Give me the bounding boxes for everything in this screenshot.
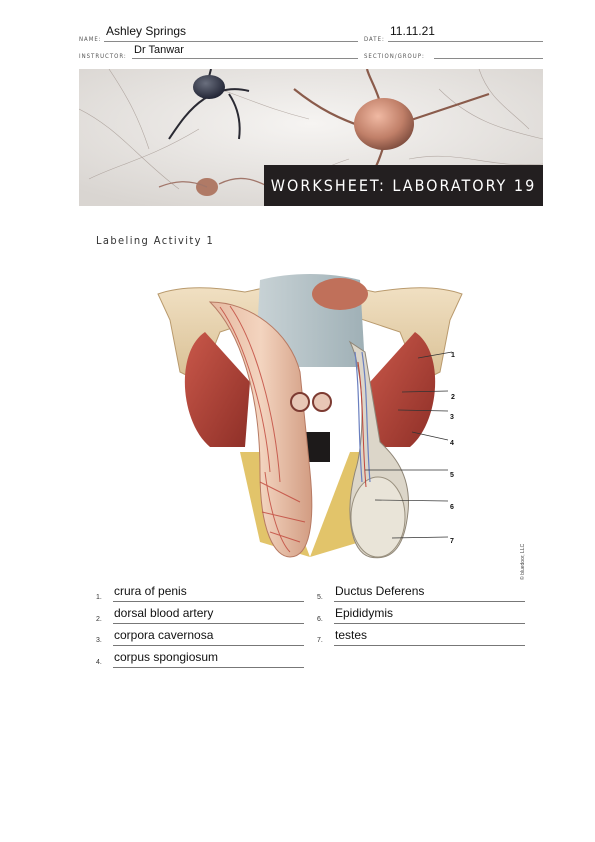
section-underline <box>434 58 543 59</box>
answer-number-2: 2. <box>96 616 102 623</box>
answer-number-7: 7. <box>317 637 323 644</box>
answer-field-2[interactable]: dorsal blood artery <box>114 606 214 620</box>
answer-underline-2 <box>113 623 304 624</box>
section-label: SECTION/GROUP: <box>364 53 425 60</box>
answer-number-5: 5. <box>317 594 323 601</box>
answer-number-4: 4. <box>96 659 102 666</box>
instructor-field[interactable]: Dr Tanwar <box>134 44 184 56</box>
instructor-label: INSTRUCTOR: <box>79 53 127 60</box>
image-credit: © bluedoor, LLC <box>520 543 526 580</box>
name-underline <box>104 41 358 42</box>
answer-field-6[interactable]: Epididymis <box>335 606 394 620</box>
answer-field-3[interactable]: corpora cavernosa <box>114 628 214 642</box>
answer-number-3: 3. <box>96 637 102 644</box>
banner-title-box <box>264 165 543 206</box>
answer-field-4[interactable]: corpus spongiosum <box>114 650 219 664</box>
answer-underline-3 <box>113 645 304 646</box>
answer-number-1: 1. <box>96 594 102 601</box>
pointer-number-4: 4 <box>450 440 454 447</box>
answer-underline-4 <box>113 667 304 668</box>
answer-underline-7 <box>334 645 525 646</box>
pointer-number-3: 3 <box>450 414 454 421</box>
answer-field-1[interactable]: crura of penis <box>114 584 187 598</box>
instructor-underline <box>132 58 358 59</box>
name-field[interactable]: Ashley Springs <box>106 24 187 38</box>
neuron-banner-image <box>79 69 543 206</box>
date-label: DATE: <box>364 36 385 43</box>
pointer-number-5: 5 <box>450 472 454 479</box>
anatomy-model-illustration <box>150 272 470 572</box>
answer-underline-1 <box>113 601 304 602</box>
pointer-number-2: 2 <box>451 394 455 401</box>
activity-title: Labeling Activity 1 <box>96 234 215 247</box>
answer-field-7[interactable]: testes <box>335 628 368 642</box>
pointer-number-7: 7 <box>450 538 454 545</box>
worksheet-title: WORKSHEET: LABORATORY 19 <box>270 176 537 195</box>
name-label: NAME: <box>79 36 102 43</box>
date-underline <box>388 41 543 42</box>
answer-field-5[interactable]: Ductus Deferens <box>335 584 425 598</box>
answer-underline-5 <box>334 601 525 602</box>
date-field[interactable]: 11.11.21 <box>390 24 435 38</box>
pointer-number-6: 6 <box>450 504 454 511</box>
answer-underline-6 <box>334 623 525 624</box>
answer-number-6: 6. <box>317 616 323 623</box>
anatomy-figure <box>150 272 470 572</box>
pointer-number-1: 1 <box>451 352 455 359</box>
